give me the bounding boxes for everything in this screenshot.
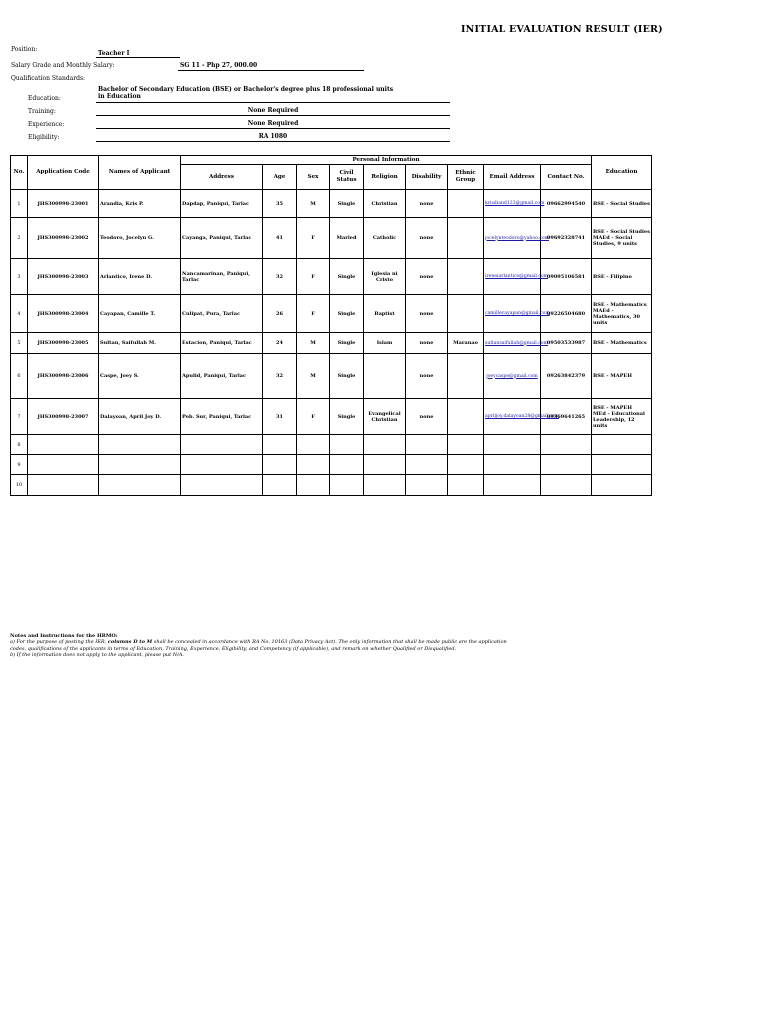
cell-civil: Maried — [330, 218, 364, 259]
cell-code — [28, 475, 99, 496]
cell-ethnic — [448, 259, 484, 295]
col-header-ethnic-group: Ethnic Group — [448, 165, 484, 190]
col-header-age: Age — [263, 165, 297, 190]
experience-value: None Required — [247, 120, 299, 127]
table-row — [11, 259, 652, 295]
cell-name: Arlantico, Irene D. — [99, 259, 181, 295]
education-line: BSE - MAPEH — [593, 373, 632, 379]
eligibility-value: RA 1080 — [258, 133, 288, 140]
position-value: Teacher I — [98, 50, 130, 57]
cell-name: Dalayoan, April Joy D. — [99, 399, 181, 435]
position-underline — [96, 57, 180, 58]
cell-religion: Iglesia ni Cristo — [364, 259, 406, 295]
cell-address: Nancamarinan, Paniqui, Tarlac — [181, 259, 263, 295]
cell-address — [181, 475, 263, 496]
cell-disability — [406, 455, 448, 475]
email-link[interactable]: jocelynteodoro@yahoo.com — [485, 235, 549, 241]
cell-religion: Baptist — [364, 295, 406, 333]
cell-address: Apulid, Paniqui, Tarlac — [181, 354, 263, 399]
cell-email — [484, 354, 541, 399]
cell-education — [592, 333, 652, 354]
cell-email — [484, 455, 541, 475]
cell-code: JHS300998-23001 — [28, 190, 99, 218]
personal-information-header: Personal Information — [181, 156, 592, 165]
applicants-table — [10, 155, 652, 496]
cell-age: 26 — [263, 295, 297, 333]
table-row — [11, 218, 652, 259]
cell-age: 41 — [263, 218, 297, 259]
cell-age: 35 — [263, 190, 297, 218]
cell-sex: M — [297, 333, 330, 354]
position-label: Position: — [11, 46, 38, 53]
table-row — [11, 475, 652, 496]
cell-sex: M — [297, 190, 330, 218]
cell-contact: 09692328741 — [541, 218, 592, 259]
email-link[interactable]: krisdiand123@gmail.com — [485, 201, 545, 206]
cell-disability: none — [406, 190, 448, 218]
cell-age — [263, 435, 297, 455]
education-line: MEd - Educational Leadership, 12 units — [593, 410, 645, 429]
cell-disability: none — [406, 295, 448, 333]
education-line: BSE - Social Studies — [593, 229, 650, 235]
col-header-email: Email Address — [484, 165, 541, 190]
cell-ethnic — [448, 295, 484, 333]
cell-age: 32 — [263, 259, 297, 295]
note-a-columns: columns D to M — [107, 639, 153, 646]
cell-address — [181, 455, 263, 475]
note-a-rest: shall be concealed in accordance with RA No. 10163 (Data Privacy Act). The only information that shall be made public are the application codes, qualifications of the applicants in terms of Education, Training, Experience, Eligibility, and Competency (if applicable), and remark on whether Qualified or Disqualified. — [10, 639, 507, 652]
cell-contact: 09662994540 — [541, 190, 592, 218]
cell-religion: Evangelical Christian — [364, 399, 406, 435]
email-link[interactable]: apriljoy.dalayoan28@gmail.com — [485, 414, 559, 419]
cell-religion — [364, 354, 406, 399]
cell-code: JHS300998-23004 — [28, 295, 99, 333]
cell-email — [484, 475, 541, 496]
cell-religion: Islam — [364, 333, 406, 354]
cell-code: JHS300998-23002 — [28, 218, 99, 259]
cell-email — [484, 295, 550, 333]
cell-ethnic — [448, 354, 484, 399]
cell-age — [263, 455, 297, 475]
cell-education — [592, 399, 652, 435]
col-header-disability: Disability — [406, 165, 448, 190]
cell-sex: F — [297, 218, 330, 259]
education-label: Education: — [28, 95, 61, 102]
cell-name: Caspe, Joey S. — [99, 354, 181, 399]
col-header-religion: Religion — [364, 165, 406, 190]
cell-email — [484, 333, 548, 354]
col-header-contact: Contact No. — [541, 165, 592, 190]
cell-ethnic — [448, 218, 484, 259]
cell-contact: 09503533987 — [541, 333, 592, 354]
training-label: Training: — [28, 108, 56, 115]
cell-civil: Single — [330, 295, 364, 333]
col-header-no: No. — [11, 156, 28, 190]
cell-ethnic — [448, 399, 484, 435]
cell-ethnic — [448, 435, 484, 455]
table-row — [11, 455, 652, 475]
cell-ethnic — [448, 190, 484, 218]
email-link[interactable]: camillecayapan@gmail.com — [485, 311, 550, 316]
cell-sex — [297, 455, 330, 475]
cell-address: Cayanga, Paniqui, Tarlac — [181, 218, 263, 259]
email-link[interactable]: ireneiarlantico@gmail.com — [485, 274, 549, 279]
cell-education — [592, 435, 652, 455]
education-underline — [96, 102, 450, 103]
email-link[interactable]: joeycaspe@gmail.com — [486, 373, 538, 379]
education-value: Bachelor of Secondary Education (BSE) or Bachelor's degree plus 18 professional units in Education — [98, 86, 394, 100]
education-line: BSE - MAPEH — [593, 404, 632, 411]
cell-email — [484, 399, 559, 435]
cell-disability: none — [406, 259, 448, 295]
cell-contact — [541, 435, 592, 455]
cell-religion — [364, 455, 406, 475]
cell-civil: Single — [330, 333, 364, 354]
cell-disability: none — [406, 333, 448, 354]
cell-education — [592, 354, 652, 399]
cell-education — [592, 190, 652, 218]
cell-code: JHS300998-23003 — [28, 259, 99, 295]
cell-sex: M — [297, 354, 330, 399]
notes-title: Notes and Instructions for the HRMO: — [10, 633, 118, 639]
cell-civil — [330, 455, 364, 475]
col-header-code: Application Code — [28, 156, 99, 190]
cell-contact: 09095106581 — [541, 259, 592, 295]
document-title: INITIAL EVALUATION RESULT (IER) — [461, 24, 663, 35]
cell-civil: Single — [330, 354, 364, 399]
col-header-address: Address — [181, 165, 263, 190]
cell-disability: none — [406, 399, 448, 435]
col-header-sex: Sex — [297, 165, 330, 190]
cell-no: 6 — [11, 354, 28, 399]
note-a — [10, 639, 510, 652]
cell-age: 32 — [263, 354, 297, 399]
cell-religion — [364, 475, 406, 496]
cell-no: 8 — [11, 435, 28, 455]
cell-civil: Single — [330, 259, 364, 295]
cell-contact: 09369641265 — [541, 399, 592, 435]
cell-ethnic — [448, 455, 484, 475]
education-line: BSE - Social Studies — [593, 200, 650, 207]
note-b: b) If the information does not apply to the applicant, please put N/A. — [10, 652, 184, 659]
cell-name: Teodoro, Jocelyn G. — [99, 218, 181, 259]
cell-religion: Christian — [364, 190, 406, 218]
cell-name — [99, 475, 181, 496]
cell-name — [99, 455, 181, 475]
col-header-civil-status: Civil Status — [330, 165, 364, 190]
cell-sex — [297, 435, 330, 455]
note-a-prefix: a) For the purpose of posting the IER, — [10, 639, 108, 646]
cell-civil: Single — [330, 399, 364, 435]
col-header-name: Names of Applicant — [99, 156, 181, 190]
qualification-standards-label: Qualification Standards: — [11, 75, 86, 82]
cell-religion: Catholic — [364, 218, 406, 259]
salary-value: SG 11 - Php 27, 000.00 — [180, 62, 258, 69]
cell-name: Arandia, Kris P. — [99, 190, 181, 218]
cell-disability: none — [406, 218, 448, 259]
cell-education — [592, 218, 652, 259]
applicants-table-body — [11, 190, 652, 496]
training-underline — [96, 115, 450, 116]
cell-no: 10 — [11, 475, 28, 496]
cell-education — [592, 259, 652, 295]
cell-education — [592, 475, 652, 496]
eligibility-underline — [96, 141, 450, 142]
salary-underline — [178, 70, 364, 71]
cell-age: 24 — [263, 333, 297, 354]
training-value: None Required — [247, 107, 299, 114]
cell-civil — [330, 475, 364, 496]
cell-age — [263, 475, 297, 496]
cell-sex: F — [297, 259, 330, 295]
cell-contact — [541, 475, 592, 496]
education-line: MAEd - Social Studies, 9 units — [593, 235, 637, 247]
cell-address — [181, 435, 263, 455]
cell-contact: 09263842379 — [541, 354, 592, 399]
cell-no: 9 — [11, 455, 28, 475]
experience-underline — [96, 128, 450, 129]
table-row — [11, 399, 652, 435]
cell-no: 3 — [11, 259, 28, 295]
col-header-education: Education — [592, 156, 652, 190]
cell-civil — [330, 435, 364, 455]
education-line: BSE - Mathematics — [593, 301, 647, 308]
education-line: BSE - Filipino — [593, 273, 632, 280]
table-row — [11, 435, 652, 455]
cell-email — [484, 218, 549, 259]
education-line: BSE - Mathematics — [593, 340, 647, 346]
table-row — [11, 333, 652, 354]
cell-name: Cayapan, Camille T. — [99, 295, 181, 333]
cell-address: Dapdap, Paniqui, Tarlac — [181, 190, 263, 218]
experience-label: Experience: — [28, 121, 65, 128]
table-row — [11, 354, 652, 399]
cell-no: 2 — [11, 218, 28, 259]
cell-code: JHS300998-23006 — [28, 354, 99, 399]
cell-address: Culipat, Pura, Tarlac — [181, 295, 263, 333]
cell-sex: F — [297, 295, 330, 333]
eligibility-label: Eligibility: — [28, 134, 60, 141]
cell-code — [28, 455, 99, 475]
table-row — [11, 295, 652, 333]
cell-email — [484, 259, 549, 295]
cell-no: 1 — [11, 190, 28, 218]
cell-ethnic: Maranao — [448, 333, 484, 354]
cell-email — [484, 190, 545, 218]
cell-civil: Single — [330, 190, 364, 218]
hrmo-notes — [10, 633, 510, 659]
cell-age: 31 — [263, 399, 297, 435]
cell-sex: F — [297, 399, 330, 435]
cell-religion — [364, 435, 406, 455]
cell-disability — [406, 435, 448, 455]
cell-disability: none — [406, 354, 448, 399]
cell-education — [592, 455, 652, 475]
education-line: MAEd - Mathematics, 30 units — [593, 307, 640, 326]
cell-code: JHS300998-23005 — [28, 333, 99, 354]
cell-education — [592, 295, 652, 333]
cell-no: 7 — [11, 399, 28, 435]
cell-address: Estacion, Paniqui, Tarlac — [181, 333, 263, 354]
cell-contact: 09226504680 — [541, 295, 592, 333]
cell-no: 4 — [11, 295, 28, 333]
cell-no: 5 — [11, 333, 28, 354]
position-details — [0, 0, 768, 150]
cell-code — [28, 435, 99, 455]
cell-code: JHS300998-23007 — [28, 399, 99, 435]
cell-email — [484, 435, 541, 455]
salary-label: Salary Grade and Monthly Salary: — [11, 62, 115, 69]
cell-ethnic — [448, 475, 484, 496]
cell-sex — [297, 475, 330, 496]
email-link[interactable]: sultansaifullah@gmail.com — [485, 340, 548, 346]
cell-name: Sultan, Saifullah M. — [99, 333, 181, 354]
cell-disability — [406, 475, 448, 496]
table-row — [11, 190, 652, 218]
cell-name — [99, 435, 181, 455]
cell-address: Pob. Sur, Paniqui, Tarlac — [181, 399, 263, 435]
cell-contact — [541, 455, 592, 475]
